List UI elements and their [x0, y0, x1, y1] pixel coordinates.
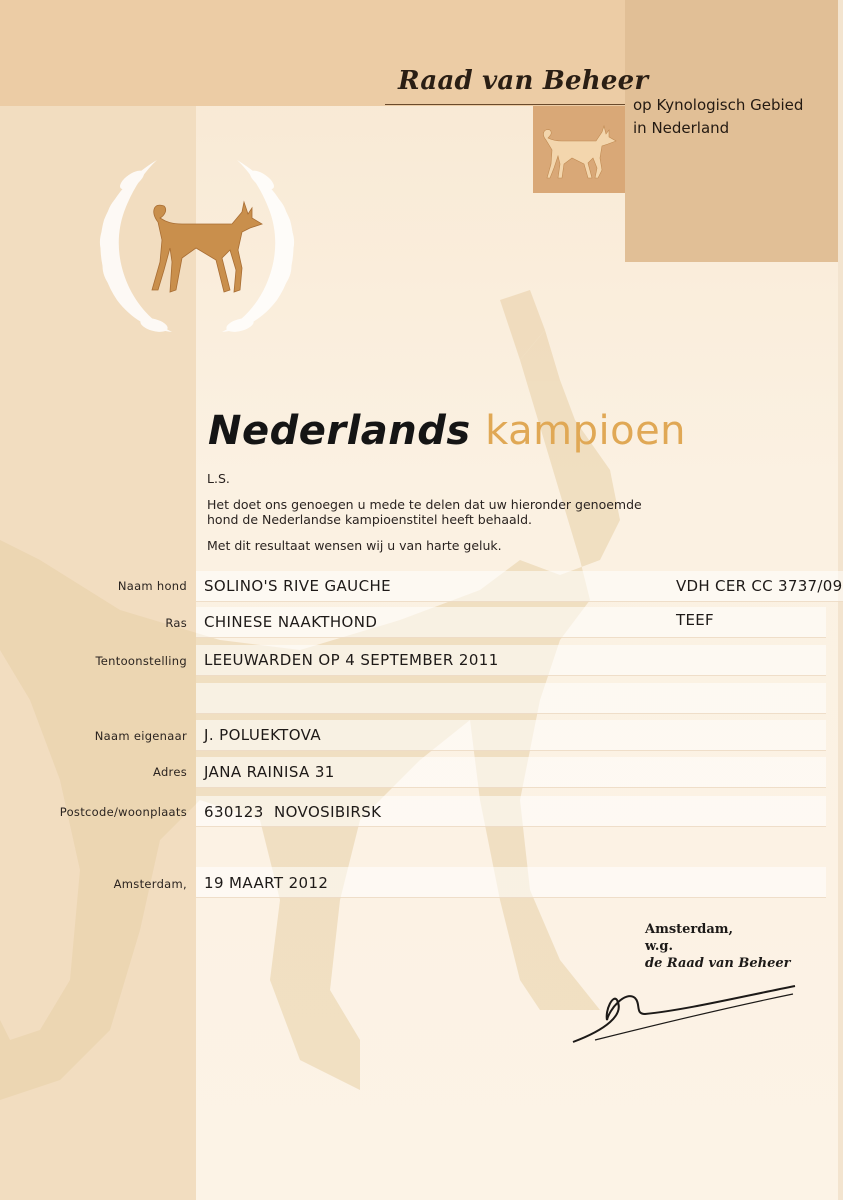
label-place: Amsterdam, [113, 877, 187, 891]
org-subtitle-line2: in Nederland [633, 119, 730, 137]
signature-wg: w.g. [645, 939, 674, 954]
label-show: Tentoonstelling [95, 654, 187, 668]
value-show: LEEUWARDEN OP 4 SEPTEMBER 2011 [204, 651, 499, 669]
message-line1: Het doet ons genoegen u mede te delen dat uw hieronder genoemde [207, 497, 642, 512]
label-breed: Ras [165, 616, 187, 630]
value-owner: J. POLUEKTOVA [204, 726, 322, 744]
handwritten-signature [565, 970, 805, 1050]
emblem-dog-icon [538, 118, 620, 182]
signature-place: Amsterdam, [645, 922, 734, 937]
title-rule [385, 104, 625, 105]
label-owner: Naam eigenaar [94, 729, 187, 743]
label-address: Adres [152, 765, 187, 779]
label-dog-name: Naam hond [117, 579, 187, 593]
title-part1: Nederlands [208, 408, 471, 454]
value-dog-name: SOLINO'S RIVE GAUCHE [204, 577, 391, 595]
laurel-wreath-icon [92, 150, 302, 340]
value-registration: VDH CER CC 3737/09 [676, 577, 843, 595]
pharaoh-dog-icon [152, 202, 262, 292]
value-date: 19 MAART 2012 [204, 874, 329, 892]
org-subtitle [633, 94, 803, 140]
title-part2: kampioen [485, 408, 687, 454]
label-postcode: Postcode/woonplaats [59, 805, 187, 819]
certificate-title [208, 408, 686, 454]
salutation: L.S. [207, 471, 230, 486]
signature-org: de Raad van Beheer [645, 956, 791, 971]
value-breed: CHINESE NAAKTHOND [204, 613, 378, 631]
message-line2: hond de Nederlandse kampioenstitel heeft behaald. [207, 512, 533, 527]
org-subtitle-line1: op Kynologisch Gebied [633, 96, 804, 114]
value-address: JANA RAINISA 31 [204, 763, 335, 781]
org-title: Raad van Beheer [398, 66, 649, 96]
value-postcode: 630123 NOVOSIBIRSK [204, 803, 382, 821]
row-band-blank [196, 683, 826, 714]
congratulations: Met dit resultaat wensen wij u van harte geluk. [207, 538, 502, 553]
message [207, 497, 642, 527]
value-sex: TEEF [676, 611, 714, 629]
